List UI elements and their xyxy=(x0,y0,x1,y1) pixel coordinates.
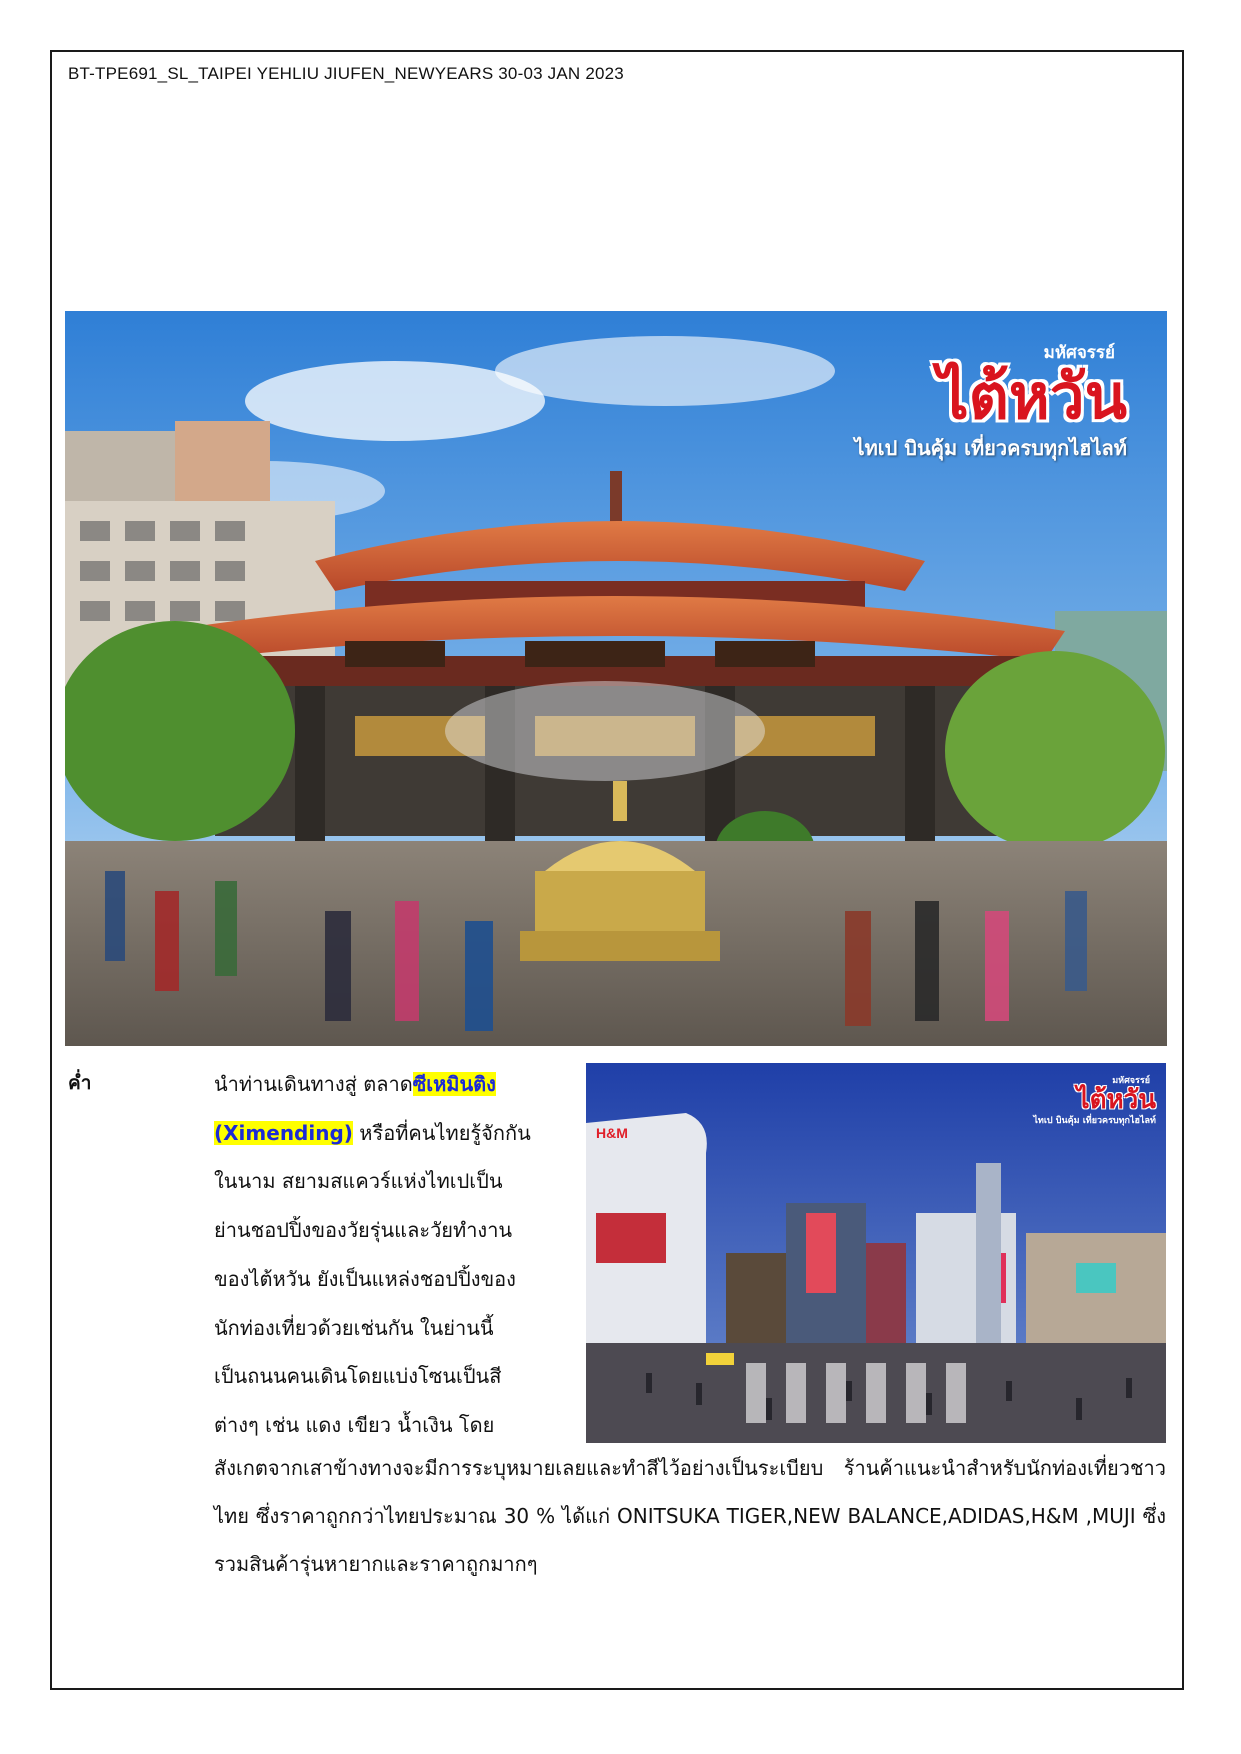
itinerary-line-5: นักท่องเที่ยวด้วยเช่นกัน ในย่านนี้ xyxy=(214,1315,494,1340)
temple-photo xyxy=(65,311,1167,1046)
brand-title: ไต้หวัน xyxy=(937,360,1127,433)
itinerary-lead: นำท่านเดินทางสู่ ตลาด xyxy=(214,1072,413,1096)
hm-sign: H&M xyxy=(596,1125,628,1141)
ximending-thai-highlight: ซีเหมินติง xyxy=(412,1072,496,1096)
brand2-tagline: ไทเป บินคุ้ม เที่ยวครบทุกไฮไลท์ xyxy=(1033,1116,1156,1126)
itinerary-paragraph xyxy=(214,1060,568,1450)
brand-small-text: มหัศจรรย์ xyxy=(1043,343,1115,363)
itinerary-line-2: ในนาม สยามสแควร์แห่งไทเปเป็น xyxy=(214,1169,503,1194)
itinerary-line-7: ต่างๆ เช่น แดง เขียว น้ำเงิน โดย xyxy=(214,1412,495,1437)
itinerary-line-1: หรือที่คนไทยรู้จักกัน xyxy=(352,1120,531,1145)
ximending-en-highlight: (Ximending) xyxy=(214,1120,353,1145)
brand2-title: ไต้หวัน xyxy=(1076,1085,1156,1115)
brand-tagline: ไทเป บินคุ้ม เที่ยวครบทุกไฮไลท์ xyxy=(854,436,1127,460)
itinerary-line-4: ของไต้หวัน ยังเป็นแหล่งชอปปิ้งของ xyxy=(214,1266,516,1291)
itinerary-continuation: สังเกตจากเสาข้างทางจะมีการระบุหมายเลยและทำสีไว้อย่างเป็นระเบียบ ร้านค้าแนะนำสำหรับนักท่องเที่ยวชาวไทย ซึ่งราคาถูกกว่าไทยประมาณ 30 % ได้แก่ ONITSUKA TIGER,NEW BALANCE,ADIDAS,H&M ,MUJI ซึ่งรวมสินค้ารุ่นหายากและราคาถูกมากๆ xyxy=(214,1456,1166,1576)
document-code: BT-TPE691_SL_TAIPEI YEHLIU JIUFEN_NEWYEARS 30-03 JAN 2023 xyxy=(68,64,624,83)
brand2-small-text: มหัศจรรย์ xyxy=(1112,1076,1150,1086)
itinerary-line-3: ย่านชอปปิ้งของวัยรุ่นและวัยทำงาน xyxy=(214,1218,513,1243)
ximending-brand-overlay xyxy=(1033,1073,1156,1127)
time-of-day-label: ค่ำ xyxy=(68,1072,92,1094)
hero-brand-overlay xyxy=(855,339,1127,464)
ximending-photo xyxy=(586,1063,1166,1443)
itinerary-line-6: เป็นถนนคนเดินโดยแบ่งโซนเป็นสี xyxy=(214,1364,502,1389)
